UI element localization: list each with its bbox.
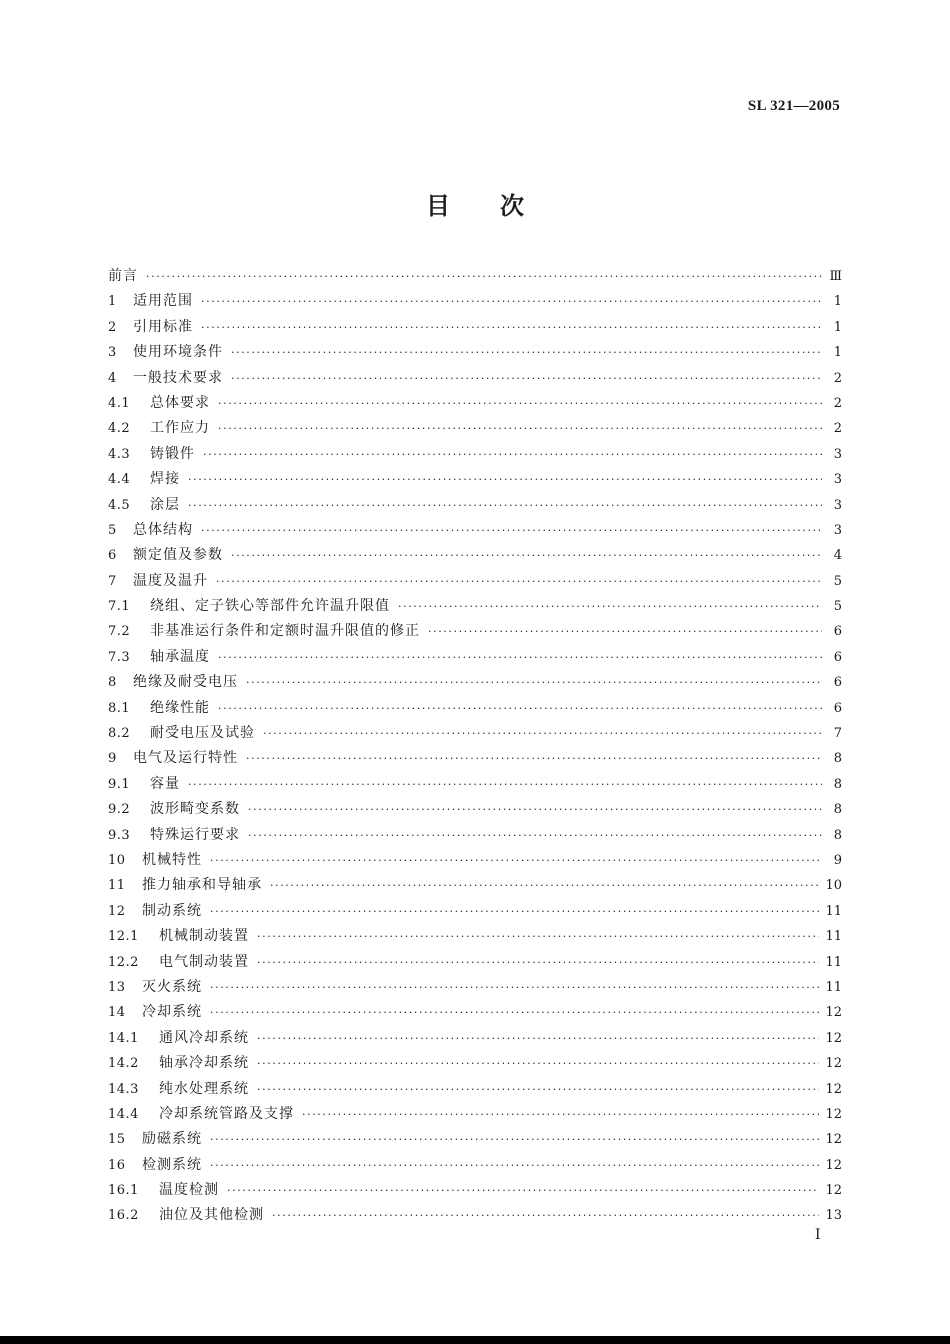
toc-entry[interactable] [108, 823, 842, 848]
toc-entry-title: 机械特性 [142, 851, 202, 868]
toc-entry-page: 12 [825, 1005, 842, 1021]
toc-entry-number: 16 [108, 1157, 126, 1173]
toc-entry[interactable] [108, 1153, 842, 1178]
toc-entry-number: 4.3 [108, 446, 131, 462]
toc-entry-title: 使用环境条件 [133, 344, 223, 361]
toc-entry-number: 7 [108, 573, 117, 589]
toc-entry[interactable] [108, 1000, 842, 1025]
toc-entry-page: 12 [825, 1081, 842, 1097]
toc-leader-dots [218, 696, 822, 721]
toc-entry-page: 8 [833, 827, 842, 843]
toc-entry-page: 8 [833, 802, 842, 818]
toc-entry-title: 额定值及参数 [133, 547, 223, 564]
toc-leader-dots [188, 467, 822, 492]
toc-entry-title: 引用标准 [133, 318, 193, 335]
scan-bottom-edge [0, 1336, 950, 1344]
toc-entry[interactable] [108, 772, 842, 797]
toc-entry[interactable] [108, 797, 842, 822]
toc-entry-page: 11 [825, 929, 842, 945]
toc-entry-title: 绝缘及耐受电压 [133, 674, 238, 691]
toc-entry-number: 12 [108, 903, 126, 919]
toc-entry[interactable] [108, 696, 842, 721]
toc-entry-number: 1 [108, 294, 117, 310]
toc-entry-number: 11 [108, 878, 126, 894]
toc-leader-dots [210, 975, 819, 1000]
toc-entry-title: 通风冷却系统 [159, 1029, 249, 1046]
toc-leader-dots [246, 670, 822, 695]
toc-entry-page: Ⅲ [829, 269, 842, 284]
toc-entry-number: 12.1 [108, 929, 139, 945]
toc-entry-page: 1 [833, 294, 842, 310]
toc-leader-dots [257, 1026, 819, 1051]
toc-entry-page: 8 [833, 751, 842, 767]
toc-entry-page: 12 [825, 1056, 842, 1072]
toc-entry-page: 5 [833, 599, 842, 615]
toc-entry[interactable] [108, 391, 842, 416]
toc-entry-title: 一般技术要求 [133, 369, 223, 386]
toc-entry-number: 9.3 [108, 827, 131, 843]
toc-entry-title: 温度检测 [159, 1182, 219, 1199]
toc-entry-number: 7.3 [108, 649, 131, 665]
toc-entry-title: 温度及温升 [133, 572, 208, 589]
toc-entry-page: 3 [833, 497, 842, 513]
toc-entry-number: 7.1 [108, 599, 131, 615]
toc-entry-page: 9 [833, 852, 842, 868]
toc-entry-title: 绕组、定子铁心等部件允许温升限值 [150, 598, 390, 615]
toc-leader-dots [257, 1051, 819, 1076]
toc-entry-number: 4.4 [108, 472, 131, 488]
toc-leader-dots [257, 924, 819, 949]
toc-entry-title: 制动系统 [142, 902, 202, 919]
toc-entry[interactable] [108, 594, 842, 619]
toc-entry[interactable] [108, 340, 842, 365]
toc-leader-dots [227, 1178, 819, 1203]
toc-leader-dots [203, 442, 822, 467]
toc-entry-title: 总体要求 [150, 394, 210, 411]
toc-leader-dots [398, 594, 822, 619]
toc-entry-title: 油位及其他检测 [159, 1207, 264, 1224]
toc-leader-dots [231, 543, 822, 568]
toc-entry-title: 非基准运行条件和定额时温升限值的修正 [150, 623, 420, 640]
toc-entry-title: 前言 [108, 268, 138, 284]
toc-leader-dots [248, 823, 822, 848]
toc-entry-number: 6 [108, 548, 117, 564]
toc-entry-number: 9 [108, 751, 117, 767]
toc-entry-page: 6 [833, 624, 842, 640]
toc-entry-page: 6 [833, 675, 842, 691]
toc-entry[interactable] [108, 442, 842, 467]
toc-entry-title: 冷却系统 [142, 1004, 202, 1021]
toc-entry-page: 2 [833, 395, 842, 411]
toc-leader-dots [188, 772, 822, 797]
toc-entry-title: 适用范围 [133, 293, 193, 310]
toc-entry-page: 6 [833, 649, 842, 665]
toc-entry-page: 11 [825, 903, 842, 919]
toc-entry-number: 3 [108, 345, 117, 361]
toc-entry-page: 13 [825, 1208, 842, 1224]
toc-entry-number: 8.2 [108, 726, 131, 742]
toc-entry[interactable] [108, 848, 842, 873]
toc-entry[interactable] [108, 1102, 842, 1127]
page-title [0, 186, 950, 221]
toc-entry-number: 4 [108, 370, 117, 386]
toc-entry-page: 2 [833, 370, 842, 386]
toc-entry-title: 推力轴承和导轴承 [142, 877, 262, 894]
toc-entry-page: 4 [833, 548, 842, 564]
toc-entry[interactable] [108, 746, 842, 771]
toc-entry[interactable] [108, 873, 842, 898]
toc-entry[interactable] [108, 1026, 842, 1051]
toc-entry-page: 11 [825, 979, 842, 995]
toc-entry-page: 11 [825, 954, 842, 970]
toc-entry-number: 14.1 [108, 1030, 139, 1046]
toc-entry[interactable] [108, 1077, 842, 1102]
toc-entry-title: 总体结构 [133, 521, 193, 538]
toc-entry-page: 2 [833, 421, 842, 437]
toc-leader-dots [210, 899, 819, 924]
toc-entry[interactable] [108, 315, 842, 340]
toc-entry[interactable] [108, 1178, 842, 1203]
toc-entry-number: 16.2 [108, 1208, 139, 1224]
toc-entry-number: 14.3 [108, 1081, 139, 1097]
toc-leader-dots [257, 950, 819, 975]
toc-entry-title: 涂层 [150, 496, 180, 513]
toc-entry[interactable] [108, 264, 842, 289]
toc-entry[interactable] [108, 1203, 842, 1228]
toc-entry-number: 8 [108, 675, 117, 691]
toc-entry[interactable] [108, 518, 842, 543]
toc-entry-page: 1 [833, 345, 842, 361]
toc-entry-number: 16.1 [108, 1183, 139, 1199]
toc-entry-title: 电气制动装置 [159, 953, 249, 970]
toc-leader-dots [218, 416, 822, 441]
toc-entry-number: 5 [108, 522, 117, 538]
toc-leader-dots [201, 289, 822, 314]
toc-entry[interactable] [108, 950, 842, 975]
toc-entry-title: 焊接 [150, 471, 180, 488]
toc-entry-page: 3 [833, 446, 842, 462]
toc-entry[interactable] [108, 924, 842, 949]
toc-leader-dots [231, 366, 822, 391]
toc-entry-number: 10 [108, 852, 126, 868]
toc-leader-dots [146, 264, 822, 289]
toc-entry[interactable] [108, 467, 842, 492]
toc-entry-number: 14.4 [108, 1106, 139, 1122]
toc-entry-title: 轴承冷却系统 [159, 1055, 249, 1072]
toc-entry-title: 电气及运行特性 [133, 750, 238, 767]
table-of-contents [108, 264, 842, 1229]
toc-entry[interactable] [108, 721, 842, 746]
toc-entry[interactable] [108, 1127, 842, 1152]
toc-entry-page: 8 [833, 776, 842, 792]
toc-entry-page: 12 [825, 1183, 842, 1199]
toc-entry-page: 3 [833, 522, 842, 538]
toc-entry-number: 15 [108, 1132, 126, 1148]
toc-entry-title: 机械制动装置 [159, 928, 249, 945]
toc-entry[interactable] [108, 1051, 842, 1076]
toc-leader-dots [428, 619, 822, 644]
toc-entry[interactable] [108, 366, 842, 391]
toc-entry-title: 波形畸变系数 [150, 801, 240, 818]
toc-leader-dots [231, 340, 822, 365]
toc-entry[interactable] [108, 416, 842, 441]
toc-entry-number: 7.2 [108, 624, 131, 640]
toc-entry-title: 特殊运行要求 [150, 826, 240, 843]
toc-leader-dots [216, 569, 822, 594]
toc-entry-number: 4.1 [108, 395, 131, 411]
title-part-1: 目 [426, 191, 450, 220]
toc-leader-dots [218, 645, 822, 670]
toc-entry-title: 铸锻件 [150, 445, 195, 462]
toc-leader-dots [210, 1153, 819, 1178]
title-part-2: 次 [500, 191, 524, 220]
toc-entry-page: 12 [825, 1106, 842, 1122]
toc-entry-number: 14 [108, 1005, 126, 1021]
toc-entry-page: 12 [825, 1132, 842, 1148]
toc-entry-page: 5 [833, 573, 842, 589]
toc-leader-dots [210, 1127, 819, 1152]
toc-leader-dots [302, 1102, 819, 1127]
toc-leader-dots [257, 1077, 819, 1102]
toc-entry[interactable] [108, 975, 842, 1000]
toc-leader-dots [218, 391, 822, 416]
toc-entry-page: 10 [825, 878, 842, 894]
toc-leader-dots [248, 797, 822, 822]
toc-entry-page: 12 [825, 1157, 842, 1173]
toc-leader-dots [246, 746, 822, 771]
toc-entry-page: 3 [833, 472, 842, 488]
toc-leader-dots [263, 721, 822, 746]
toc-entry-number: 12.2 [108, 954, 139, 970]
toc-entry[interactable] [108, 645, 842, 670]
toc-entry-title: 检测系统 [142, 1156, 202, 1173]
toc-entry-title: 灭火系统 [142, 978, 202, 995]
toc-entry-number: 14.2 [108, 1056, 139, 1072]
toc-leader-dots [201, 315, 822, 340]
toc-entry[interactable] [108, 619, 842, 644]
toc-leader-dots [188, 493, 822, 518]
toc-entry-title: 绝缘性能 [150, 699, 210, 716]
toc-entry-title: 容量 [150, 775, 180, 792]
toc-entry-number: 4.5 [108, 497, 131, 513]
toc-entry-title: 轴承温度 [150, 648, 210, 665]
toc-entry-title: 工作应力 [150, 420, 210, 437]
toc-entry-page: 1 [833, 319, 842, 335]
toc-entry-title: 励磁系统 [142, 1131, 202, 1148]
toc-leader-dots [272, 1203, 819, 1228]
toc-entry-title: 耐受电压及试验 [150, 725, 255, 742]
standard-code: SL 321—2005 [747, 98, 840, 114]
toc-entry[interactable] [108, 289, 842, 314]
toc-entry[interactable] [108, 543, 842, 568]
toc-entry-number: 4.2 [108, 421, 131, 437]
toc-entry-page: 7 [833, 726, 842, 742]
toc-leader-dots [201, 518, 822, 543]
toc-entry-number: 8.1 [108, 700, 131, 716]
toc-entry[interactable] [108, 493, 842, 518]
toc-entry-page: 6 [833, 700, 842, 716]
toc-leader-dots [270, 873, 819, 898]
toc-leader-dots [210, 848, 822, 873]
toc-entry-number: 9.2 [108, 802, 131, 818]
toc-entry-title: 纯水处理系统 [159, 1080, 249, 1097]
toc-entry-page: 12 [825, 1030, 842, 1046]
toc-entry[interactable] [108, 899, 842, 924]
toc-entry[interactable] [108, 569, 842, 594]
toc-entry[interactable] [108, 670, 842, 695]
toc-entry-title: 冷却系统管路及支撑 [159, 1105, 294, 1122]
toc-entry-number: 13 [108, 979, 126, 995]
toc-leader-dots [210, 1000, 819, 1025]
toc-entry-number: 2 [108, 319, 117, 335]
page-number: I [815, 1227, 821, 1243]
toc-entry-number: 9.1 [108, 776, 131, 792]
